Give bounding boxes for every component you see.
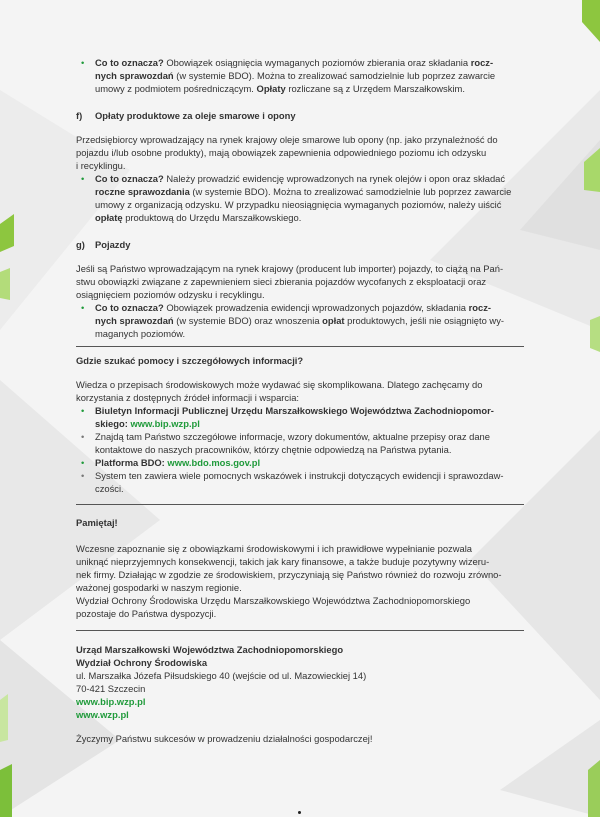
document-page — [76, 56, 524, 745]
bullet-list-ewidencja — [76, 56, 524, 95]
help-heading: Gdzie szukać pomocy i szczegółowych informacji? — [76, 355, 304, 366]
divider — [76, 504, 524, 505]
section-g-heading: g) Pojazdy — [76, 239, 131, 250]
bip-link[interactable]: www.bip.wzp.pl — [130, 418, 200, 429]
remember-paragraph: Wczesne zapoznanie się z obowiązkami środowiskowymi i ich prawidłowe wypełnianie pozwala uniknąć nieprzyjemnych konsekwencji, takich jak kary finansowe, a także buduje pozytywny wizeru- nek firmy. Działając w zgodzie ze środowiskiem, przyczyniają się Państwo również do rozwoju zrówno- ważonej gospodarki w naszym regionie. Wydział Ochrony Środowiska Urzędu Marszałkowskiego Województwa Zachodniopomorskiego pozostaje do Państwa dyspozycji. — [76, 543, 502, 619]
section-g-paragraph: Jeśli są Państwo wprowadzającym na rynek krajowy (producent lub importer) pojazdy, to ciążą na Pań- stwu obowiązki związane z zapewnieniem sieci zbierania pojazdów wycofanych z eksploatacji oraz osiągnięciem poziomów odzysku i recyklingu. — [76, 263, 504, 300]
green-shard-bottom-left — [0, 764, 12, 817]
contact-city: 70-421 Szczecin — [76, 683, 146, 694]
list-item-bip-desc: • Znajdą tam Państwo szczegółowe informacje, wzory dokumentów, aktualne przepisy oraz dane kontaktowe do naszych pracowników, którzy chętnie odpowiedzą na Państwa pytania. — [76, 430, 524, 456]
contact-address: ul. Marszałka Józefa Piłsudskiego 40 (wejście od ul. Mazowieckiej 14) — [76, 670, 367, 681]
contact-org: Urząd Marszałkowski Województwa Zachodniopomorskiego — [76, 644, 344, 655]
contact-bip-link[interactable]: www.bip.wzp.pl — [76, 696, 146, 707]
help-resources-list — [76, 404, 524, 495]
bdo-link[interactable]: www.bdo.mos.gov.pl — [167, 457, 261, 468]
remember-heading: Pamiętaj! — [76, 517, 118, 528]
bullet-list-section-f — [76, 172, 524, 224]
divider — [76, 630, 524, 631]
page-marker-dot — [298, 811, 301, 814]
closing-sentence: Życzymy Państwu sukcesów w prowadzeniu działalności gospodarczej! — [76, 733, 373, 744]
divider — [76, 346, 524, 347]
bullet-list-section-g — [76, 301, 524, 340]
section-f-heading: f) Opłaty produktowe za oleje smarowe i opony — [76, 110, 296, 121]
question-label: Co to oznacza? — [95, 57, 164, 68]
list-item: • Co to oznacza? Należy prowadzić ewidencję wprowadzonych na rynek olejów i opon oraz składać roczne sprawozdania (w systemie BDO). Można to zrealizować samodzielnie lub poprzez zawarcie umowy z organizacją odzysku. W przypadku nieosiągnięcia wymaganych poziomów, należy uiścić opłatę produktową do Urzędu Marszałkowskiego. — [76, 172, 524, 224]
help-paragraph: Wiedza o przepisach środowiskowych może wydawać się skomplikowana. Dlatego zachęcamy do korzystania z dostępnych źródeł informacji i wsparcia: — [76, 379, 483, 403]
contact-wzp-link[interactable]: www.wzp.pl — [76, 709, 129, 720]
list-item: • Co to oznacza? Obowiązek osiągnięcia wymaganych poziomów zbierania oraz składania rocz- nych sprawozdań (w systemie BDO). Można to zrealizować samodzielnie lub poprzez zawarcie umowy z podmiotem pośredniczącym. Opłaty rozliczane są z Urzędem Marszałkowskim. — [76, 56, 524, 95]
list-item-bdo-desc: • System ten zawiera wiele pomocnych wskazówek i instrukcji dotyczących ewidencji i sprawozdaw- czości. — [76, 469, 524, 495]
green-shard-top-right — [582, 0, 600, 42]
contact-block — [76, 643, 524, 721]
list-item-bip: • Biuletyn Informacji Publicznej Urzędu Marszałkowskiego Województwa Zachodniopomor- skiego: www.bip.wzp.pl — [76, 404, 524, 430]
list-item: • Co to oznacza? Obowiązek prowadzenia ewidencji wprowadzonych pojazdów, składania rocz- nych sprawozdań (w systemie BDO) oraz wnoszenia opłat produktowych, jeśli nie osiągnięto wy- maganych poziomów. — [76, 301, 524, 340]
section-f-paragraph: Przedsiębiorcy wprowadzający na rynek krajowy oleje smarowe lub opony (np. jako przynależność do pojazdu i/lub osobne produkty), mają obowiązek zapewnienia odpowiedniego poziomu ich odzysku i recyklingu. — [76, 134, 498, 171]
contact-dept: Wydział Ochrony Środowiska — [76, 657, 208, 668]
list-item-bdo: • Platforma BDO: www.bdo.mos.gov.pl — [76, 456, 524, 469]
